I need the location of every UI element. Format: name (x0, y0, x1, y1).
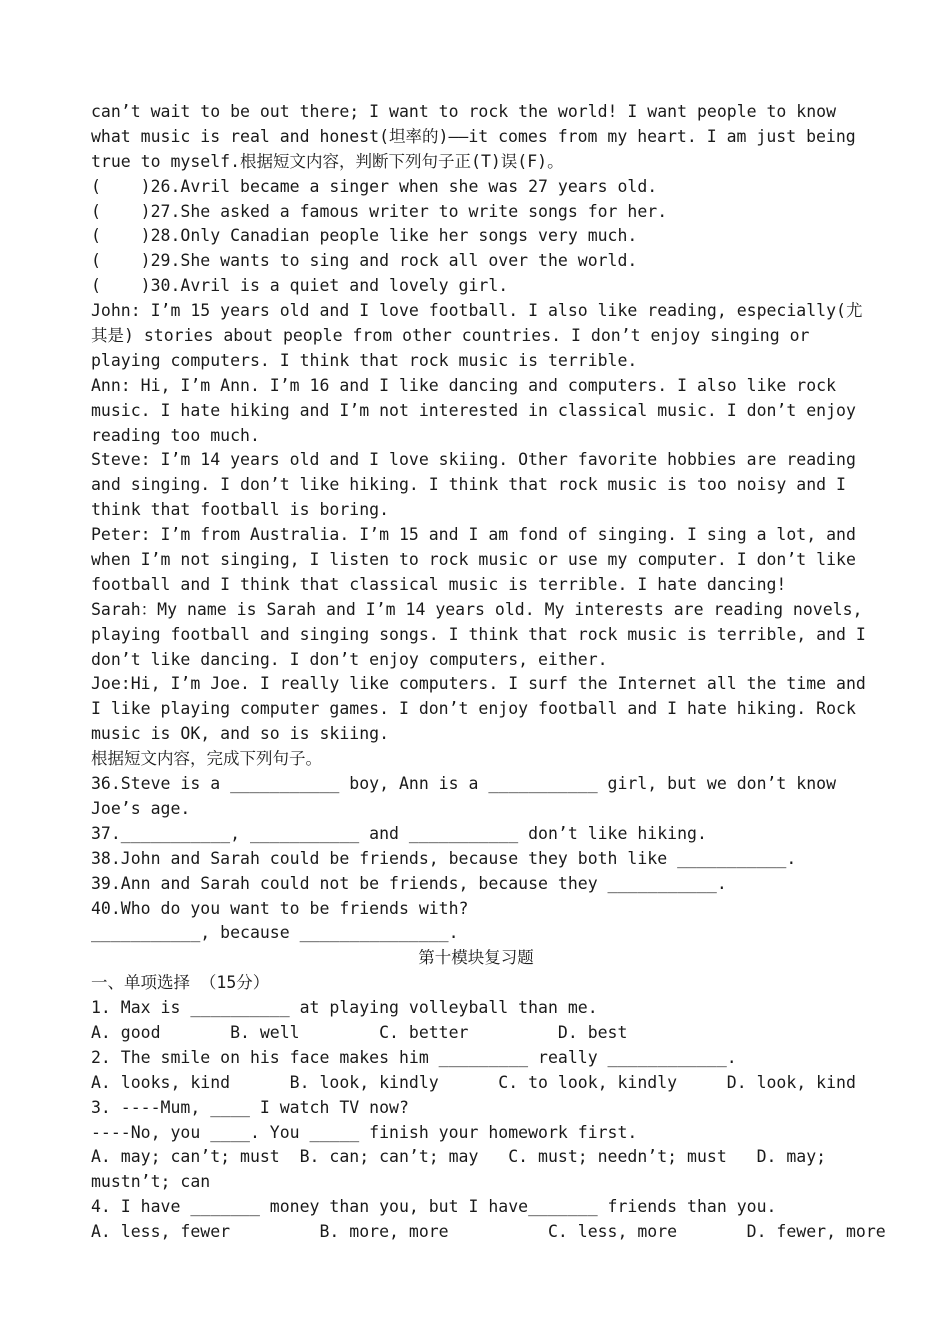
text-line: can’t wait to be out there; I want to rock the world! I want people to know (91, 102, 837, 121)
question-4: 4. I have _______ money than you, but I have_______ friends than you. (91, 1197, 777, 1217)
text-line: reading too much. (91, 425, 260, 445)
text-line: don’t like dancing. I don’t enjoy computers, either. (91, 649, 608, 669)
question-1: 1. Max is __________ at playing volleyball than me. (91, 998, 598, 1018)
text-line: what music is real and honest(坦率的)——it comes from my heart. I am just being (91, 126, 856, 146)
text-line: playing football and singing songs. I think that rock music is terrible, and I (91, 624, 866, 644)
instruction: 根据短文内容，完成下列句子。 (91, 749, 322, 769)
question-27: ( )27.She asked a famous writer to write songs for her. (91, 201, 668, 221)
question-26: ( )26.Avril became a singer when she was 27 years old. (91, 176, 658, 196)
question-39: 39.Ann and Sarah could not be friends, because they ___________. (91, 873, 727, 893)
text-line: football and I think that classical music is terrible. I hate dancing! (91, 574, 787, 594)
question-4-options: A. less, fewer B. more, more C. less, more D. fewer, more (91, 1222, 886, 1242)
text-line: Joe:Hi, I’m Joe. I really like computers. I surf the Internet all the time and (91, 674, 866, 694)
text-line: Peter: I’m from Australia. I’m 15 and I am fond of singing. I sing a lot, and (91, 525, 856, 545)
text-line: music. I hate hiking and I’m not interested in classical music. I don’t enjoy (91, 400, 856, 420)
question-2-options: A. looks, kind B. look, kindly C. to look, kindly D. look, kind (91, 1072, 856, 1092)
text-line: 其是) stories about people from other countries. I don’t enjoy singing or (91, 326, 810, 346)
question-36-cont: Joe’s age. (91, 798, 191, 818)
question-3-cont: ----No, you ____. You _____ finish your homework first. (91, 1122, 638, 1142)
text-line: Steve: I’m 14 years old and I love skiing. Other favorite hobbies are reading (91, 450, 856, 470)
question-36: 36.Steve is a ___________ boy, Ann is a ___________ girl, but we don’t know (91, 774, 837, 794)
text-line: true to myself.根据短文内容，判断下列句子正(T)误(F)。 (91, 151, 564, 171)
text-line: I like playing computer games. I don’t enjoy football and I hate hiking. Rock (91, 699, 856, 719)
question-1-options: A. good B. well C. better D. best (91, 1022, 628, 1042)
text-line: Ann: Hi, I’m Ann. I’m 16 and I like dancing and computers. I also like rock (91, 375, 837, 395)
question-3-options-cont: mustn’t; can (91, 1172, 211, 1192)
question-40: 40.Who do you want to be friends with? (91, 898, 469, 918)
question-3-options: A. may; can’t; must B. can; can’t; may C. must; needn’t; must D. may; (91, 1147, 827, 1167)
section-heading: 一、单项选择 （15分） (91, 973, 270, 993)
question-29: ( )29.She wants to sing and rock all over the world. (91, 251, 638, 271)
section-title: 第十模块复习题 (418, 948, 534, 968)
question-40-answer: ___________, because _______________. (91, 923, 459, 943)
question-38: 38.John and Sarah could be friends, because they both like ___________. (91, 848, 797, 868)
question-28: ( )28.Only Canadian people like her songs very much. (91, 226, 638, 246)
text-line: music is OK, and so is skiing. (91, 724, 390, 744)
text-line: when I’m not singing, I listen to rock music or use my computer. I don’t like (91, 550, 856, 570)
question-2: 2. The smile on his face makes him _________ really ____________. (91, 1047, 737, 1067)
question-37: 37.___________, ___________ and ___________ don’t like hiking. (91, 823, 707, 843)
text-line: John: I’m 15 years old and I love football. I also like reading, especially(尤 (91, 301, 863, 321)
question-3: 3. ----Mum, ____ I watch TV now? (91, 1097, 409, 1117)
text-line: and singing. I don’t like hiking. I think that rock music is too noisy and I (91, 475, 846, 495)
question-30: ( )30.Avril is a quiet and lovely girl. (91, 276, 509, 296)
text-line: think that football is boring. (91, 500, 390, 520)
text-line: Sarah：My name is Sarah and I’m 14 years old. My interests are reading novels, (91, 599, 863, 619)
document-page (91, 100, 886, 1245)
text-line: playing computers. I think that rock music is terrible. (91, 350, 638, 370)
